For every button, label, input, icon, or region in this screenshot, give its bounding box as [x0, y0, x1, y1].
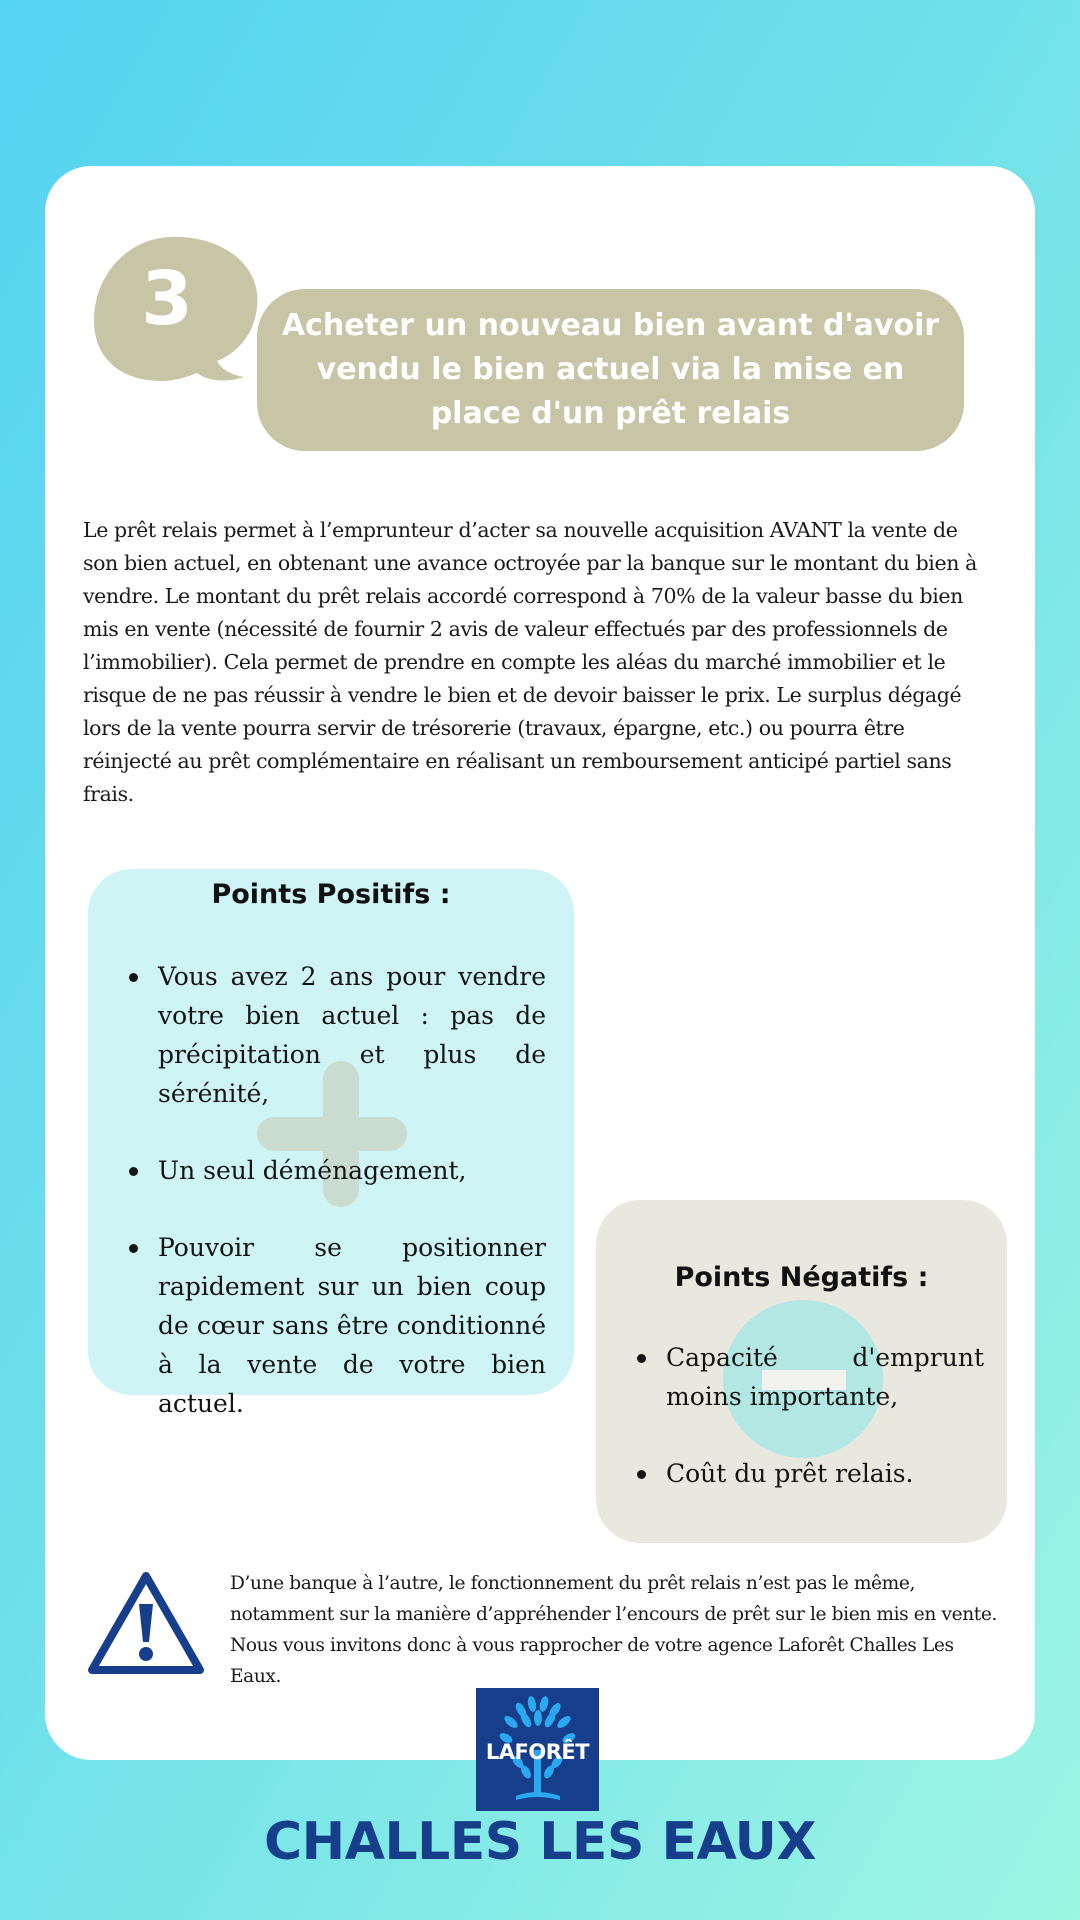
negatives-panel	[596, 1200, 1007, 1543]
list-item: Pouvoir se positionner rapidement sur un bien coup de cœur sans être conditionné à la vente de votre bien actuel.	[110, 1228, 546, 1423]
list-item: Vous avez 2 ans pour vendre votre bien actuel : pas de précipitation et plus de sérénité,	[110, 957, 546, 1113]
list-item: Capacité d'emprunt moins importante,	[618, 1338, 984, 1416]
laforet-logo	[476, 1688, 599, 1811]
positives-panel	[88, 869, 574, 1418]
positives-list	[110, 957, 546, 1461]
negatives-list	[618, 1338, 984, 1531]
bullet-icon	[129, 1167, 138, 1176]
negatives-title: Points Négatifs :	[674, 1262, 929, 1293]
list-item: Coût du prêt relais.	[618, 1454, 984, 1493]
page-title: Acheter un nouveau bien avant d'avoir vendu le bien actuel via la mise en place d'un prêt relais	[281, 308, 940, 431]
logo-text: LAFORÊT	[485, 1740, 590, 1764]
warning-icon	[86, 1570, 206, 1676]
list-item: Un seul déménagement,	[110, 1151, 546, 1190]
intro-paragraph: Le prêt relais permet à l’emprunteur d’acter sa nouvelle acquisition AVANT la vente de son bien actuel, en obtenant une avance octroyée par la banque sur le montant du bien à vendre. Le montant du prêt relais accordé correspond à 70% de la valeur basse du bien mis en vente (nécessité de fournir 2 avis de valeur effectués par des professionnels de l’immobilier). Cela permet de prendre en compte les aléas du marché immobilier et le risque de ne pas réussir à vendre le bien et de devoir baisser le prix. Le surplus dégagé lors de la vente pourra servir de trésorerie (travaux, épargne, etc.) ou pourra être réinjecté au prêt complémentaire en réalisant un remboursement anticipé partiel sans frais.	[83, 518, 977, 806]
bullet-icon	[129, 973, 138, 982]
warning-text: D’une banque à l’autre, le fonctionnement du prêt relais n’est pas le même, notamment sur la manière d’appréhender l’encours de prêt sur le bien mis en vente. Nous vous invitons donc à vous rapprocher de votre agence Laforêt Challes Les Eaux.	[230, 1573, 997, 1687]
bullet-icon	[129, 1244, 138, 1253]
positives-title: Points Positifs :	[211, 879, 451, 910]
agency-city: CHALLES LES EAUX	[264, 1812, 816, 1872]
bullet-icon	[637, 1354, 646, 1363]
title-banner	[257, 289, 964, 451]
bullet-icon	[637, 1470, 646, 1479]
step-number: 3	[141, 256, 193, 342]
